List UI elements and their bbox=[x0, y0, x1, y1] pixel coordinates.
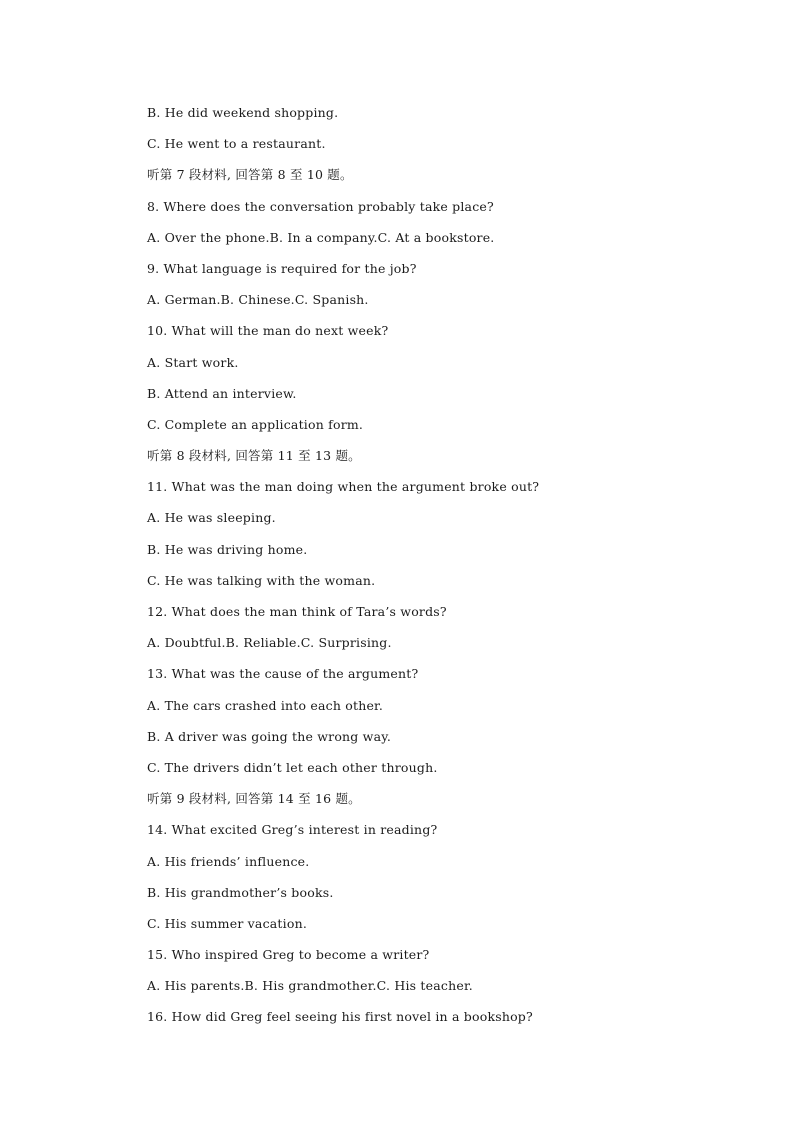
option-line: B. Attend an interview. bbox=[147, 385, 297, 401]
question-line: 8. Where does the conversation probably take place? bbox=[147, 198, 494, 214]
question-line: 13. What was the cause of the argument? bbox=[147, 666, 419, 682]
option-line: A. Start work. bbox=[147, 354, 239, 370]
option-line: C. Complete an application form. bbox=[147, 416, 364, 432]
question-line: 15. Who inspired Greg to become a writer? bbox=[147, 947, 430, 963]
section-heading: 听第 8 段材料, 回答第 11 至 13 题。 bbox=[147, 448, 361, 464]
option-line: B. A driver was going the wrong way. bbox=[147, 728, 392, 744]
option-line: A. The cars crashed into each other. bbox=[147, 697, 384, 713]
question-line: 9. What language is required for the job? bbox=[147, 260, 417, 276]
question-line: 14. What excited Greg’s interest in reading? bbox=[147, 822, 438, 838]
option-line: C. The drivers didn’t let each other through. bbox=[147, 759, 438, 775]
question-line: 10. What will the man do next week? bbox=[147, 323, 389, 339]
option-line: A. Doubtful.B. Reliable.C. Surprising. bbox=[147, 635, 392, 651]
question-list bbox=[147, 104, 747, 1040]
option-line: B. His grandmother’s books. bbox=[147, 884, 334, 900]
option-line: B. He was driving home. bbox=[147, 541, 308, 557]
option-line: A. His friends’ influence. bbox=[147, 853, 310, 869]
option-line: B. He did weekend shopping. bbox=[147, 105, 339, 120]
option-line: A. Over the phone.B. In a company.C. At a bookstore. bbox=[147, 229, 495, 245]
question-line: 16. How did Greg feel seeing his first novel in a bookshop? bbox=[147, 1009, 533, 1025]
question-line: 11. What was the man doing when the argument broke out? bbox=[147, 479, 540, 495]
section-heading: 听第 7 段材料, 回答第 8 至 10 题。 bbox=[147, 167, 353, 183]
option-line: C. He was talking with the woman. bbox=[147, 572, 376, 588]
option-line: A. He was sleeping. bbox=[147, 510, 276, 526]
section-heading: 听第 9 段材料, 回答第 14 至 16 题。 bbox=[147, 791, 361, 807]
option-line: A. His parents.B. His grandmother.C. His teacher. bbox=[147, 978, 473, 994]
option-line: C. He went to a restaurant. bbox=[147, 136, 326, 152]
option-line: A. German.B. Chinese.C. Spanish. bbox=[147, 292, 369, 308]
question-line: 12. What does the man think of Tara’s words? bbox=[147, 604, 447, 619]
option-line: C. His summer vacation. bbox=[147, 915, 308, 931]
